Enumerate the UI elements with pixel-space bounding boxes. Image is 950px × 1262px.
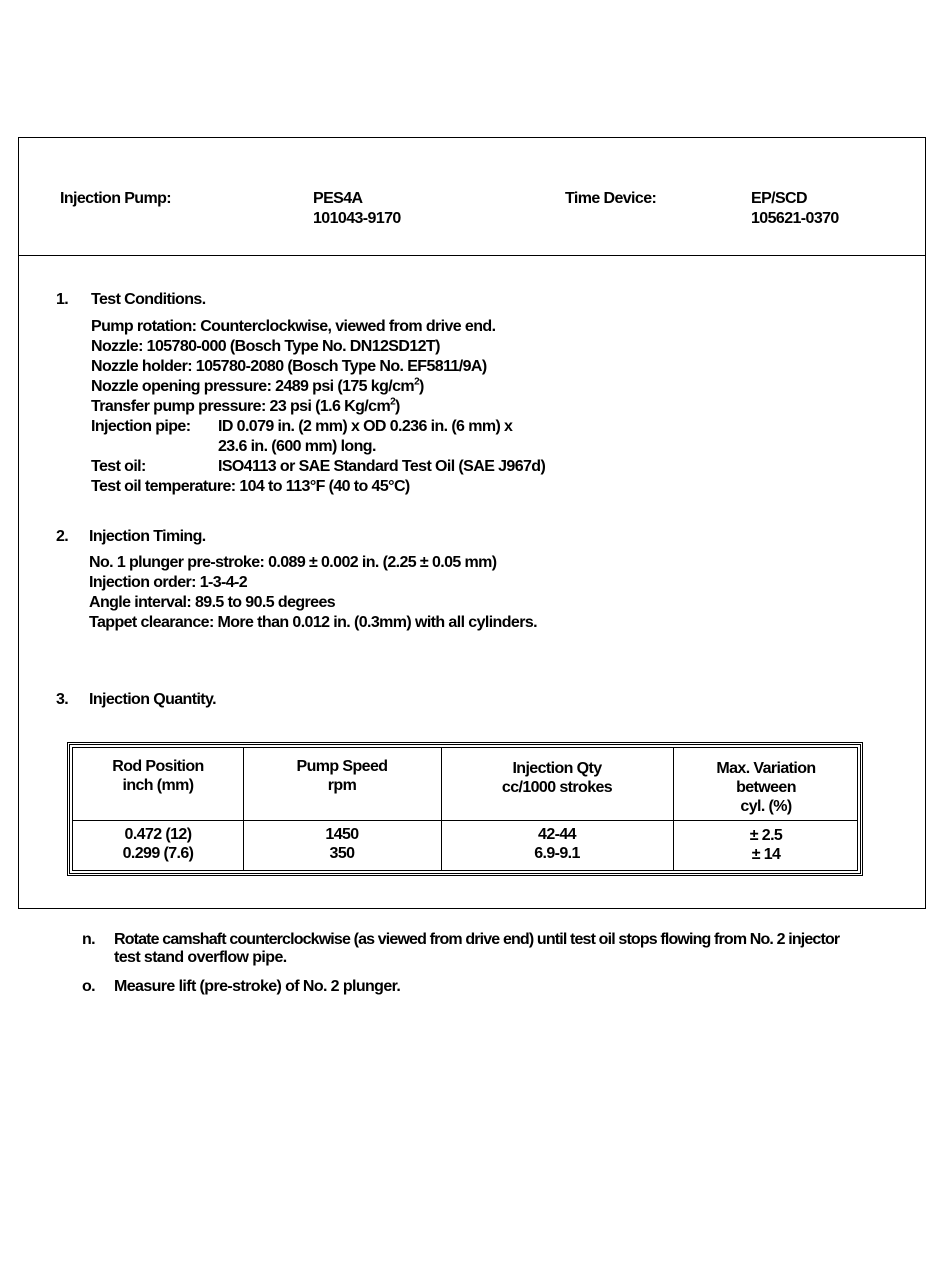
note-letter-n: n. — [82, 931, 96, 948]
header-row-divider — [73, 820, 857, 821]
injection-order: Injection order: 1-3-4-2 — [89, 574, 248, 591]
angle-interval: Angle interval: 89.5 to 90.5 degrees — [89, 594, 336, 611]
section3-title: Injection Quantity. — [89, 691, 216, 708]
test-oil-label: Test oil: — [91, 458, 146, 475]
table-cell: ± 2.5 — [749, 827, 783, 844]
transfer-pump-pressure: Transfer pump pressure: 23 psi (1.6 $Kg/cm^2$) — [91, 396, 400, 415]
table-cell: 0.299 (7.6) — [122, 845, 194, 862]
pump-model: PES4A — [313, 190, 363, 207]
test-oil-value: ISO4113 or SAE Standard Test Oil (SAE J967d) — [218, 458, 546, 475]
section1-number: 1. — [56, 291, 69, 308]
table-cell: 1450 — [325, 826, 359, 843]
time-device-label: Time Device: — [565, 190, 657, 207]
tappet-clearance: Tappet clearance: More than 0.012 in. (0.3mm) with all cylinders. — [89, 614, 537, 631]
time-device-model: EP/SCD — [751, 190, 807, 207]
pump-speed-values — [243, 825, 441, 863]
section2-title: Injection Timing. — [89, 528, 206, 545]
note-o-line1: Measure lift (pre-stroke) of No. 2 plunger. — [114, 978, 401, 995]
injection-pipe-label: Injection pipe: — [91, 418, 191, 435]
injection-qty-values — [441, 825, 673, 863]
header-max-variation: Max. Variation between cyl. (%) — [716, 760, 816, 815]
section1-title: Test Conditions. — [91, 291, 206, 308]
table-cell: 6.9-9.1 — [534, 845, 580, 862]
plunger-prestroke: No. 1 plunger pre-stroke: 0.089 ± 0.002 in. (2.25 ± 0.05 mm) — [89, 554, 497, 571]
table-cell: 0.472 (12) — [124, 826, 192, 843]
pump-number: 101043-9170 — [313, 210, 401, 227]
pump-rotation: Pump rotation: Counterclockwise, viewed from drive end. — [91, 318, 496, 335]
table-cell: 350 — [329, 845, 355, 862]
header-rod-position: Rod Position inch (mm) — [112, 758, 204, 794]
table-cell: 42-44 — [538, 826, 576, 843]
section2-number: 2. — [56, 528, 69, 545]
section3-number: 3. — [56, 691, 69, 708]
spec-frame — [18, 137, 926, 909]
note-letter-o: o. — [82, 978, 96, 995]
nozzle: Nozzle: 105780-000 (Bosch Type No. DN12SD12T) — [91, 338, 440, 355]
note-n-line2: test stand overflow pipe. — [114, 949, 287, 966]
injection-pipe-value-2: 23.6 in. (600 mm) long. — [218, 438, 376, 455]
header-pump-speed: Pump Speed rpm — [296, 758, 388, 794]
nozzle-opening-pressure: Nozzle opening pressure: 2489 psi (175 $kg/cm^2$) — [91, 376, 424, 395]
nozzle-holder: Nozzle holder: 105780-2080 (Bosch Type No. EF5811/9A) — [91, 358, 487, 375]
max-variation-values — [673, 826, 859, 864]
table-cell: ± 14 — [751, 846, 781, 863]
rod-position-values — [73, 825, 243, 863]
test-oil-temperature: Test oil temperature: 104 to 113°F (40 to 45°C) — [91, 478, 410, 495]
note-n-line1: Rotate camshaft counterclockwise (as viewed from drive end) until test oil stops flowing from No. 2 injector — [114, 931, 840, 948]
header-divider — [19, 255, 925, 256]
header-injection-qty: Injection Qty cc/1000 strokes — [501, 760, 613, 796]
injection-pipe-value-1: ID 0.079 in. (2 mm) x OD 0.236 in. (6 mm) x — [218, 418, 513, 435]
injection-quantity-table — [67, 742, 863, 876]
pump-label: Injection Pump: — [60, 190, 172, 207]
time-device-number: 105621-0370 — [751, 210, 839, 227]
